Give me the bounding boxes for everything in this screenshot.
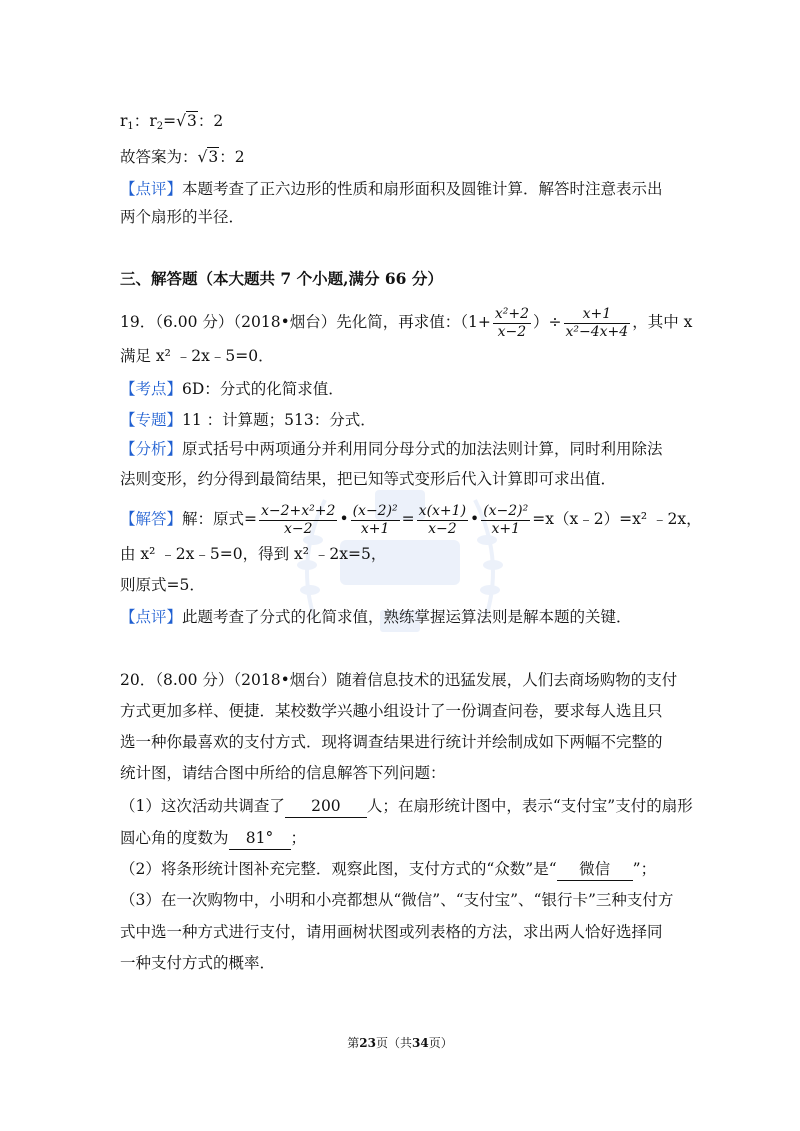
q20-sub-3-line-2: 式中选一种方式进行支付，请用画树状图或列表格的方法，求出两人恰好选择同 — [120, 923, 663, 941]
solution-fraction-1-denominator: x−2 — [283, 520, 313, 537]
comment-text-2: 两个扇形的半径． — [120, 208, 245, 226]
answer-tail: ：2 — [219, 148, 245, 166]
sub2-tail: ”； — [632, 860, 657, 878]
comment-tag: 【点评】 — [120, 180, 183, 198]
q20-line-4: 统计图，请结合图中所给的信息解答下列问题： — [120, 764, 446, 782]
solution-fraction-3-denominator: x−2 — [428, 520, 457, 537]
q20-line-1: 20．（8.00 分）（2018•烟台）随着信息技术的迅猛发展，人们去商场购物的支付 — [120, 671, 678, 689]
solution-fraction-4-numerator: (x−2)² — [483, 502, 529, 519]
page-footer — [0, 1034, 800, 1051]
sqrt-expression: √3 — [176, 112, 197, 130]
q20-sub-1b — [120, 827, 306, 850]
sub1-prefix: （1）这次活动共调查了 — [120, 797, 285, 815]
equals-sign: = — [163, 112, 177, 130]
sqrt-radicand: 3 — [208, 148, 219, 166]
fraction-1-numerator: x²+2 — [494, 305, 530, 322]
dianping-text: 此题考查了分式的化简求值，熟练掌握运算法则是解本题的关键． — [182, 608, 632, 626]
fenxi-tag: 【分析】 — [120, 440, 183, 458]
equals-sign: = — [401, 510, 415, 528]
footer-suffix: 页） — [428, 1036, 453, 1050]
kaodian-text: 6D：分式的化简求值． — [182, 380, 344, 398]
q20-sub-1 — [120, 795, 693, 818]
q19-condition: 满足 x² ﹣2x﹣5=0． — [120, 347, 274, 365]
solution-fraction-2-numerator: (x−2)² — [352, 502, 398, 519]
q20-line-3: 选一种你最喜欢的支付方式．现将调查结果进行统计并绘制成如下两幅不完整的 — [120, 733, 663, 751]
kaodian-tag: 【考点】 — [120, 380, 183, 398]
r2-symbol: r — [149, 112, 157, 130]
q19-kaodian — [120, 378, 344, 400]
q20-sub-3: （3）在一次购物中，小明和小亮都想从“微信”、“支付宝”、“银行卡”三种支付方 — [120, 891, 674, 909]
q20-sub-3-line-3: 一种支付方式的概率． — [120, 954, 276, 972]
answer-blank-mode: 微信 — [557, 858, 633, 881]
jieda-tail: =x（x﹣2）=x² ﹣2x， — [532, 510, 702, 528]
r1-symbol: r — [120, 112, 128, 130]
q19-jieda — [120, 498, 702, 540]
r1-subscript: 1 — [127, 121, 134, 132]
fraction-2-denominator: x²−4x+4 — [565, 323, 629, 340]
total-pages: 34 — [412, 1036, 429, 1050]
solution-fraction-4 — [481, 503, 530, 538]
fraction-1-denominator: x−2 — [497, 323, 527, 340]
answer-line — [120, 146, 245, 168]
q20-line-2: 方式更加多样、便捷．某校数学兴趣小组设计了一份调查问卷，要求每人选且只 — [120, 702, 663, 720]
dianping-tag: 【点评】 — [120, 608, 183, 626]
q19-mid: ）÷ — [533, 313, 562, 331]
r2-subscript: 2 — [156, 121, 164, 132]
q19-fenxi-2: 法则变形，约分得到最简结果，把已知等式变形后代入计算即可求出值． — [120, 470, 617, 488]
footer-prefix: 第 — [347, 1036, 360, 1050]
ratio-separator: ： — [133, 112, 150, 130]
q19-question — [120, 302, 692, 342]
jieda-prefix: 解：原式= — [182, 510, 258, 528]
comment-line-2 — [120, 206, 244, 228]
answer-prefix: 故答案为： — [120, 148, 198, 166]
multiply-dot: • — [339, 510, 349, 528]
zhuanti-tag: 【专题】 — [120, 411, 183, 429]
answer-blank-angle: 81° — [229, 827, 291, 850]
solution-fraction-3-numerator: x(x+1) — [418, 502, 467, 519]
q19-dianping — [120, 606, 632, 628]
solution-fraction-1 — [259, 503, 337, 538]
multiply-dot: • — [470, 510, 480, 528]
section-title: 三、解答题（本大题共 7 个小题,满分 66 分） — [120, 269, 443, 288]
ratio-line — [120, 110, 223, 138]
sqrt-expression: √3 — [197, 148, 219, 166]
fraction-2-numerator: x+1 — [564, 306, 631, 324]
q19-fenxi — [120, 438, 663, 460]
q19-zhuanti — [120, 409, 376, 431]
solution-fraction-2-denominator: x+1 — [360, 520, 390, 537]
q19-you: 由 x² ﹣2x﹣5=0，得到 x² ﹣2x=5， — [120, 545, 387, 563]
q19-head: 19．（6.00 分）（2018•烟台）先化简，再求值：（1+ — [120, 313, 491, 331]
q20-sub-2 — [120, 858, 656, 881]
sub2-prefix: （2）将条形统计图补充完整．观察此图，支付方式的“众数”是“ — [120, 860, 557, 878]
sqrt-radicand: 3 — [187, 112, 197, 130]
solution-fraction-4-denominator: x+1 — [491, 520, 520, 537]
footer-middle: 页（共 — [375, 1036, 412, 1050]
jieda-tag: 【解答】 — [120, 510, 183, 528]
fraction-1 — [493, 306, 531, 341]
fraction-2 — [564, 306, 631, 341]
sub1b-tail: ； — [290, 829, 307, 847]
page-number: 23 — [359, 1036, 376, 1050]
solution-fraction-3 — [417, 503, 468, 538]
fenxi-text: 原式括号中两项通分并利用同分母分式的加法法则计算，同时利用除法 — [182, 440, 663, 458]
sub1b-prefix: 圆心角的度数为 — [120, 829, 229, 847]
comment-line — [120, 178, 663, 200]
solution-fraction-1-numerator: x−2+x²+2 — [261, 502, 336, 519]
q19-tail: ，其中 x — [632, 313, 693, 331]
solution-fraction-2 — [351, 503, 400, 538]
sub1-middle: 人；在扇形统计图中，表示“支付宝”支付的扇形 — [366, 797, 693, 815]
answer-blank-total: 200 — [285, 795, 367, 818]
ratio-tail: ：2 — [197, 112, 224, 130]
zhuanti-text: 11 ：计算题；513：分式． — [182, 411, 376, 429]
q19-ze: 则原式=5． — [120, 576, 205, 594]
comment-text: 本题考查了正六边形的性质和扇形面积及圆锥计算．解答时注意表示出 — [182, 180, 663, 198]
